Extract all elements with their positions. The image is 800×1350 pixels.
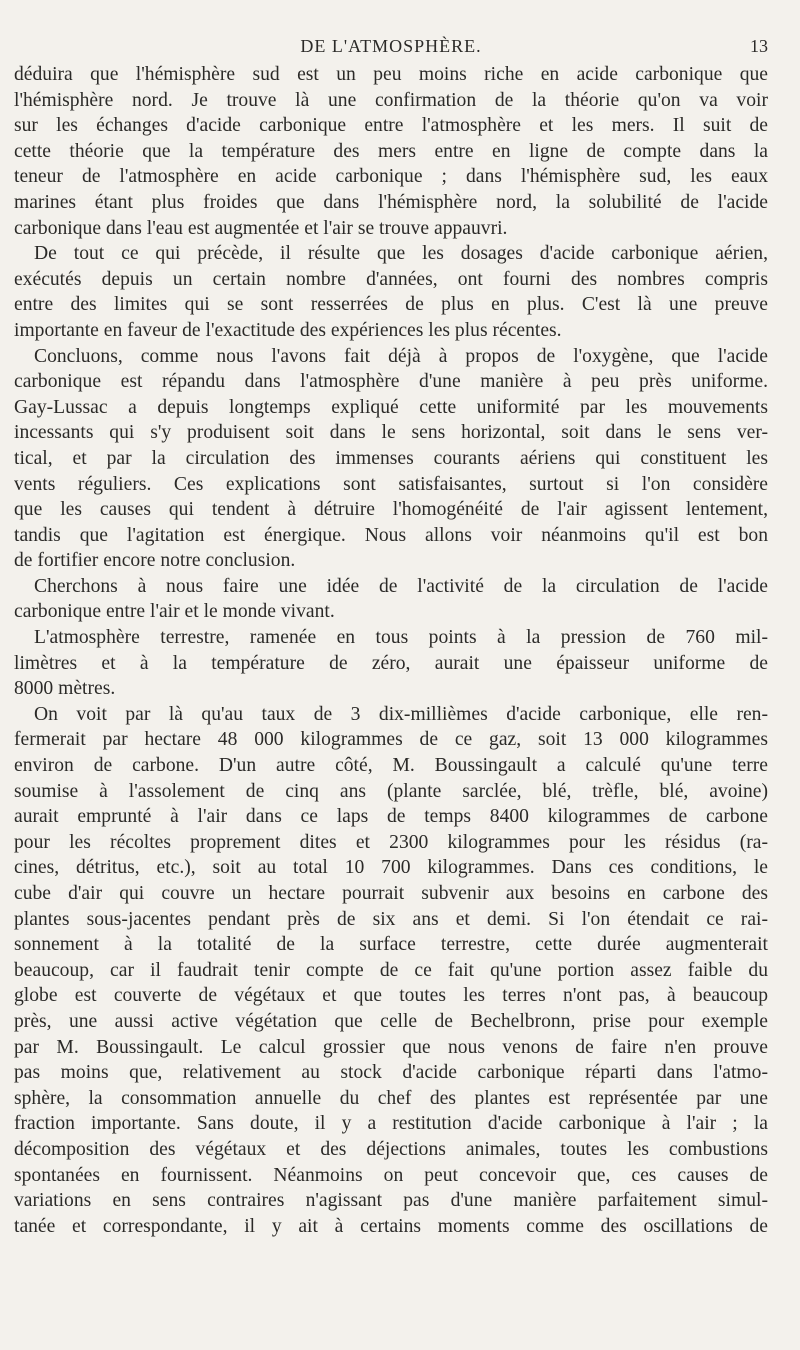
- text-line: beaucoup, car il faudrait tenir compte de ce fait qu'une portion assez faible du: [14, 959, 768, 981]
- text-line: sphère, la consommation annuelle du chef des plantes est représentée par une: [14, 1087, 768, 1109]
- text-line: carbonique dans l'eau est augmentée et l'air se trouve appauvri.: [14, 217, 508, 239]
- text-line: fermerait par hectare 48 000 kilogrammes de ce gaz, soit 13 000 kilogrammes: [14, 729, 768, 751]
- text-line: que les causes qui tendent à détruire l'homogénéité de l'air agissent lentement,: [14, 499, 768, 521]
- text-line: incessants qui s'y produisent soit dans le sens horizontal, soit dans le sens ver-: [14, 422, 768, 444]
- text-line: globe est couverte de végétaux et que toutes les terres n'ont pas, à beaucoup: [14, 985, 768, 1007]
- text-line: cines, détritus, etc.), soit au total 10 700 kilogrammes. Dans ces conditions, le: [14, 857, 768, 879]
- text-line: par M. Boussingault. Le calcul grossier que nous venons de faire n'en prouve: [14, 1036, 768, 1058]
- text-line: cette théorie que la température des mers entre en ligne de compte dans la: [14, 140, 768, 162]
- text-line: variations en sens contraires n'agissant pas d'une manière parfaitement simul-: [14, 1190, 768, 1212]
- text-line: marines étant plus froides que dans l'hémisphère nord, la solubilité de l'acide: [14, 191, 768, 213]
- text-line: Concluons, comme nous l'avons fait déjà à propos de l'oxygène, que l'acide: [34, 345, 768, 367]
- text-line: près, une aussi active végétation que celle de Bechelbronn, prise pour exemple: [14, 1010, 768, 1032]
- text-line: entre des limites qui se sont resserrées de plus en plus. C'est là une preuve: [14, 294, 768, 316]
- text-line: vents réguliers. Ces explications sont satisfaisantes, surtout si l'on considère: [14, 473, 768, 495]
- page-header: [14, 36, 768, 62]
- text-line: pas moins que, relativement au stock d'acide carbonique réparti dans l'atmo-: [14, 1062, 768, 1084]
- text-line: On voit par là qu'au taux de 3 dix-millièmes d'acide carbonique, elle ren-: [34, 703, 768, 725]
- text-line: limètres et à la température de zéro, aurait une épaisseur uniforme de: [14, 652, 768, 674]
- text-line: décomposition des végétaux et des déjections animales, toutes les combustions: [14, 1138, 768, 1160]
- text-line: aurait emprunté à l'air dans ce laps de temps 8400 kilogrammes de carbone: [14, 806, 768, 828]
- text-line: de fortifier encore notre conclusion.: [14, 550, 296, 572]
- text-line: carbonique est répandu dans l'atmosphère d'une manière à peu près uniforme.: [14, 371, 768, 393]
- body-text: [14, 62, 768, 1239]
- text-line: teneur de l'atmosphère en acide carbonique ; dans l'hémisphère sud, les eaux: [14, 166, 768, 188]
- text-line: tical, et par la circulation des immenses courants aériens qui constituent les: [14, 447, 768, 469]
- text-line: sonnement à la totalité de la surface terrestre, cette durée augmenterait: [14, 934, 768, 956]
- text-line: De tout ce qui précède, il résulte que les dosages d'acide carbonique aérien,: [34, 243, 768, 265]
- text-line: cube d'air qui couvre un hectare pourrait subvenir aux besoins en carbone des: [14, 883, 768, 904]
- text-line: exécutés depuis un certain nombre d'années, ont fourni des nombres compris: [14, 268, 768, 290]
- text-line: déduira que l'hémisphère sud est un peu moins riche en acide carbonique que: [14, 64, 768, 85]
- running-title: DE L'ATMOSPHÈRE.: [300, 36, 482, 56]
- text-line: soumise à l'assolement de cinq ans (plante sarclée, blé, trèfle, blé, avoine): [14, 780, 768, 802]
- text-line: plantes sous-jacentes pendant près de six ans et demi. Si l'on étendait ce rai-: [14, 908, 768, 930]
- text-line: l'hémisphère nord. Je trouve là une confirmation de la théorie qu'on va voir: [14, 89, 768, 111]
- text-line: spontanées en fournissent. Néanmoins on peut concevoir que, ces causes de: [14, 1164, 768, 1186]
- text-line: environ de carbone. D'un autre côté, M. Boussingault a calculé qu'une terre: [14, 755, 768, 777]
- text-line: fraction importante. Sans doute, il y a restitution d'acide carbonique à l'air ; la: [14, 1113, 768, 1135]
- text-line: tanée et correspondante, il y ait à certains moments comme des oscillations de: [14, 1215, 768, 1237]
- text-line: carbonique entre l'air et le monde vivant.: [14, 601, 335, 623]
- page-number: 13: [750, 36, 768, 56]
- text-line: pour les récoltes proprement dites et 2300 kilogrammes pour les résidus (ra-: [14, 831, 768, 853]
- text-line: importante en faveur de l'exactitude des expériences les plus récentes.: [14, 319, 562, 341]
- text-line: sur les échanges d'acide carbonique entre l'atmosphère et les mers. Il suit de: [14, 115, 768, 137]
- text-line: 8000 mètres.: [14, 678, 116, 700]
- text-line: L'atmosphère terrestre, ramenée en tous points à la pression de 760 mil-: [34, 627, 768, 649]
- text-line: Cherchons à nous faire une idée de l'activité de la circulation de l'acide: [34, 575, 768, 597]
- text-line: Gay-Lussac a depuis longtemps expliqué cette uniformité par les mouvements: [14, 396, 768, 418]
- text-line: tandis que l'agitation est énergique. Nous allons voir néanmoins qu'il est bon: [14, 524, 768, 546]
